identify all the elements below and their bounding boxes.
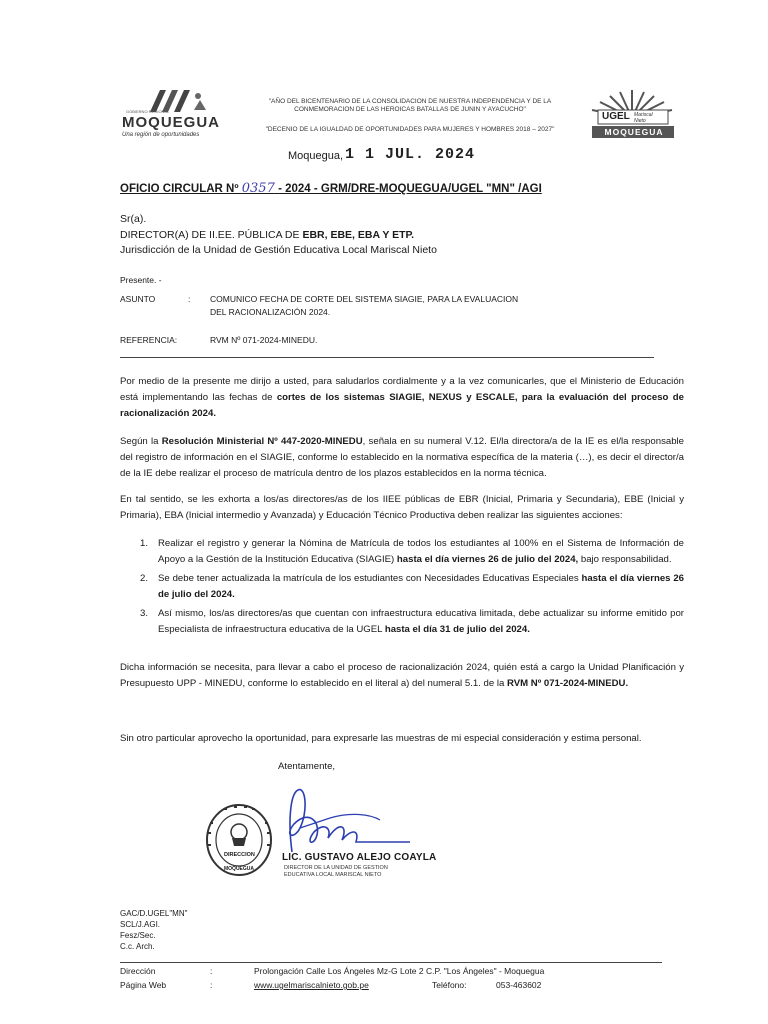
list-text: Realizar el registro y generar la Nómina de Matrícula de todos los estudiantes al 100% en el Sistema de Información de Apoyo a la Gestión de la Institución Educativa (SIAGIE)	[158, 538, 684, 565]
list-text: Se debe tener actualizada la matrícula de los estudiantes con Necesidades Educativas Especiales	[158, 573, 582, 584]
list-bold: hasta el día 31 de julio del 2024.	[384, 624, 530, 635]
salutation: Sr(a).	[120, 213, 147, 225]
asunto-label: ASUNTO	[120, 294, 156, 304]
date-stamp: 1 1 JUL. 2024	[345, 146, 476, 163]
p2-bold: Resolución Ministerial Nº 447-2020-MINEDU	[161, 436, 363, 447]
signer-name: LIC. GUSTAVO ALEJO COAYLA	[282, 852, 437, 863]
seal-text: DIRECCION	[224, 852, 255, 858]
footer-divider	[120, 962, 662, 963]
footer-address: Prolongación Calle Los Ángeles Mz-G Lote 2 C.P. "Los Ángeles" - Moquegua	[254, 966, 545, 976]
signature-icon	[270, 782, 430, 862]
oficio-title	[120, 181, 542, 196]
referencia-label: REFERENCIA:	[120, 335, 178, 345]
oficio-suffix: - 2024 - GRM/DRE-MOQUEGUA/UGEL "MN" /AGI	[278, 183, 542, 195]
paragraph-5: Sin otro particular aprovecho la oportunidad, para expresarle las muestras de mi especial consideración y estima personal.	[120, 733, 642, 744]
signer-title-line1: DIRECTOR DE LA UNIDAD DE GESTION	[284, 865, 388, 871]
p1-bold: cortes de los sistemas SIAGIE, NEXUS y ESCALE, para la evaluación del proceso de racionalización 2024.	[120, 392, 684, 419]
copy-line: Fesz/Sec.	[120, 931, 156, 940]
copy-line: GAC/D.UGEL"MN"	[120, 909, 188, 918]
ugel-logo-bottom: MOQUEGUA	[604, 127, 664, 137]
official-seal	[204, 802, 274, 878]
footer-dir-label: Dirección	[120, 966, 156, 976]
list-item	[140, 606, 684, 638]
closing: Atentamente,	[278, 761, 336, 772]
signer-title	[284, 865, 424, 878]
paragraph-4	[120, 660, 684, 692]
list-number: 1.	[140, 538, 149, 549]
paragraph-3: En tal sentido, se les exhorta a los/as directores/as de los IIEE públicas de EBR (Inicial, Primaria y Secundaria), EBE (Inicial y Primaria), EBA (Inicial intermedio y Avanzada) y Educación Técnico Productiva deben realizar las siguientes acciones:	[120, 494, 684, 521]
list-bold: hasta el día viernes 26 de julio del 2024,	[396, 554, 579, 565]
footer-tel: 053-463602	[496, 980, 542, 990]
footer-web-colon: :	[210, 980, 213, 990]
oficio-prefix: OFICIO CIRCULAR Nº	[120, 183, 239, 195]
seal-ring-text: MOQUEGUA	[224, 866, 254, 872]
p2-text-c: , señala en su numeral V.12. El/la directora/a de la IE es el/la responsable del registro de información en el SIAGIE, conforme lo establecido en la normativa específica de la materia (…), es decir el director/a de la IE debe realizar el proceso de matrícula dentro de los plazos establecidos en la norma técnica.	[120, 436, 684, 479]
footer-web-label: Página Web	[120, 980, 167, 990]
footer-web-link[interactable]: www.ugelmariscalnieto.gob.pe	[254, 980, 369, 990]
asunto-line2: DEL RACIONALIZACIÓN 2024.	[210, 307, 331, 317]
motto-bicentenario: "AÑO DEL BICENTENARIO DE LA CONSOLIDACION DE NUESTRA INDEPENDENCIA Y DE LA CONMEMORACION DE LAS HEROICAS BATALLAS DE JUNIN Y AYACUCHO"	[268, 98, 552, 113]
footer-dir-colon: :	[210, 966, 213, 976]
paragraph-1	[120, 374, 684, 422]
recipient-line2: Jurisdicción de la Unidad de Gestión Educativa Local Mariscal Nieto	[120, 244, 437, 256]
copy-line: SCL/J.AGI.	[120, 920, 161, 929]
copy-list	[120, 908, 187, 952]
copy-line: C.c. Arch.	[120, 942, 155, 951]
recipient-line1-normal: DIRECTOR(A) DE II.EE. PÚBLICA DE	[120, 229, 303, 241]
presente: Presente. -	[120, 275, 162, 285]
list-text-end: bajo responsabilidad.	[578, 554, 672, 565]
p4-text: Dicha información se necesita, para llevar a cabo el proceso de racionalización 2024, quién está a cargo la Unidad Planificación y Presupuesto UPP - MINEDU, conforme lo establecido en el literal a) del numeral 5.1. de la	[120, 662, 684, 689]
signature-scribble	[270, 782, 430, 862]
list-item	[140, 536, 684, 568]
logo-sub: GOBIERNO REGIONAL	[126, 109, 170, 114]
ugel-logo-text: UGEL	[602, 111, 630, 122]
asunto-line1: COMUNICO FECHA DE CORTE DEL SISTEMA SIAGIE, PARA LA EVALUACION	[210, 294, 519, 304]
paragraph-2	[120, 434, 684, 482]
list-text: Así mismo, los/as directores/as que cuentan con infraestructura educativa limitada, debe actualizar su informe emitido por Especialista de infraestructura educativa de la UGEL	[158, 608, 684, 635]
logo-slogan: Una región de oportunidades	[122, 132, 200, 138]
ugel-logo	[582, 88, 682, 140]
list-number: 2.	[140, 573, 149, 584]
p2-text-a: Según la	[120, 436, 162, 447]
referencia-value: RVM Nº 071-2024-MINEDU.	[210, 335, 318, 345]
divider	[120, 357, 654, 358]
asunto-colon: :	[188, 294, 191, 304]
list-bold: hasta el día viernes 26 de julio del 2024.	[158, 573, 685, 600]
signer-title-line2: EDUCATIVA LOCAL MARISCAL NIETO	[284, 871, 382, 878]
recipient-line1-bold: EBR, EBE, EBA Y ETP.	[302, 229, 415, 241]
gobierno-regional-logo	[118, 84, 238, 146]
p1-text: Por medio de la presente me dirijo a usted, para saludarlos cordialmente y a la vez comunicarles, que el Ministerio de Educación está implementando las fechas de	[120, 376, 684, 403]
list-item	[140, 571, 684, 603]
recipient-line1	[120, 228, 414, 243]
action-list	[140, 536, 684, 641]
date-city: Moquegua,	[288, 150, 344, 162]
p4-bold: RVM Nº 071-2024-MINEDU.	[506, 678, 629, 689]
oficio-number: 0357	[241, 181, 275, 196]
footer-tel-label: Teléfono:	[432, 980, 467, 990]
list-number: 3.	[140, 608, 149, 619]
motto-decenio: "DECENIO DE LA IGUALDAD DE OPORTUNIDADES PARA MUJERES Y HOMBRES 2018 – 2027"	[265, 126, 555, 133]
logo-brand: MOQUEGUA	[122, 114, 220, 131]
ugel-logo-side: Mariscal Nieto	[634, 112, 653, 124]
